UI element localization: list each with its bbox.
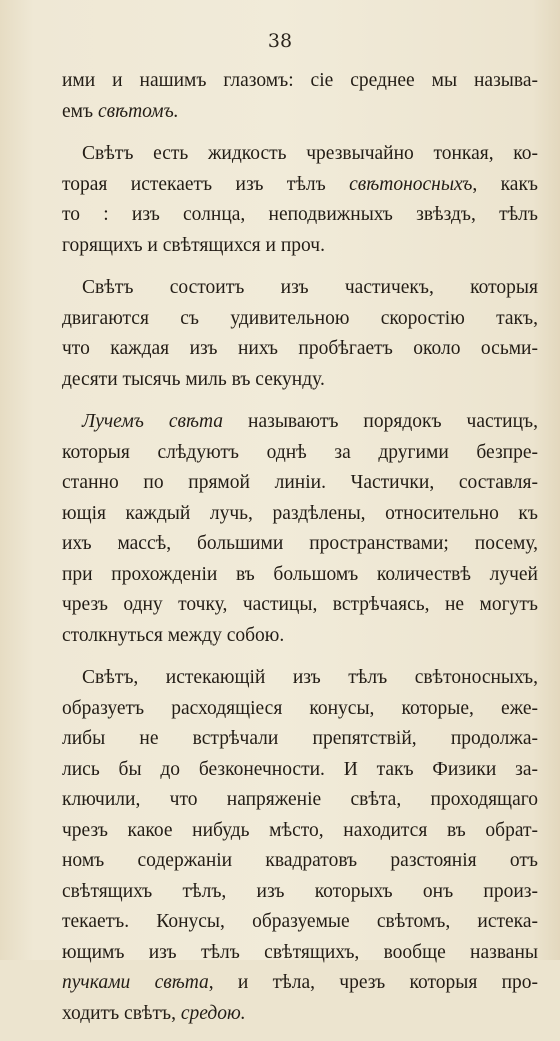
italic-term: Лучемъ свѣта bbox=[82, 411, 224, 432]
text-run: чрезъ какое нибудь мѣсто, находится въ обрат- bbox=[62, 819, 538, 841]
text-run: номъ содержанiи квадратовъ разстоянiя отъ bbox=[62, 850, 538, 871]
text-line bbox=[62, 170, 538, 201]
text-run: называютъ порядокъ частицъ, bbox=[223, 411, 538, 432]
text-run: станно по прямой линiи. Частички, составля- bbox=[62, 472, 538, 493]
text-run: , и тѣла, чрезъ которыя про- bbox=[208, 972, 538, 993]
text-run: емъ bbox=[62, 100, 98, 122]
text-run: торая истекаетъ изъ тѣлъ bbox=[62, 173, 350, 195]
text-line bbox=[62, 468, 538, 499]
text-line bbox=[62, 365, 538, 396]
text-line bbox=[62, 938, 538, 969]
text-run: чрезъ одну точку, частицы, встрѣчаясь, не могутъ bbox=[62, 594, 538, 615]
text-run: что каждая изъ нихъ пробѣгаетъ около осьми- bbox=[62, 338, 538, 359]
text-line bbox=[62, 590, 538, 621]
text-line bbox=[62, 560, 538, 591]
text-run: образуетъ расходящiеся конусы, которые, еже- bbox=[62, 697, 538, 719]
text-line bbox=[62, 999, 538, 1030]
text-run: при прохожденiи въ большомъ количествѣ лучей bbox=[62, 563, 538, 585]
text-run: горящихъ и свѣтящихся и проч. bbox=[62, 234, 325, 256]
text-line bbox=[62, 273, 538, 304]
page-number: 38 bbox=[267, 30, 293, 52]
text-run: лись бы до безконечности. И такъ Физики за- bbox=[62, 758, 538, 780]
text-run: Свѣтъ есть жидкость чрезвычайно тонкая, ко- bbox=[82, 143, 538, 164]
text-line bbox=[62, 438, 538, 469]
text-run: Свѣтъ состоитъ изъ частичекъ, которыя bbox=[82, 277, 538, 298]
text-line bbox=[62, 724, 538, 755]
paragraph bbox=[62, 139, 538, 261]
paragraph bbox=[62, 66, 538, 127]
text-line bbox=[62, 694, 538, 725]
body-text bbox=[62, 66, 538, 1041]
text-run: ходитъ свѣтъ, bbox=[62, 1002, 181, 1024]
text-line bbox=[62, 621, 538, 652]
text-line bbox=[62, 66, 538, 97]
text-run: , какъ bbox=[472, 173, 538, 195]
text-run: которыя слѣдуютъ однѣ за другими безпре- bbox=[62, 441, 538, 463]
text-run: то : изъ солнца, неподвижныхъ звѣздъ, тѣлъ bbox=[62, 204, 538, 225]
text-run: свѣтящихъ тѣлъ, изъ которыхъ онъ произ- bbox=[62, 880, 538, 902]
text-run: текаетъ. Конусы, образуемые свѣтомъ, истека- bbox=[62, 911, 538, 932]
text-run: ющiя каждый лучь, раздѣлены, относительно къ bbox=[62, 502, 538, 524]
paragraph bbox=[62, 407, 538, 651]
text-line bbox=[62, 334, 538, 365]
text-line bbox=[62, 499, 538, 530]
paragraph bbox=[62, 273, 538, 395]
text-run: либы не встрѣчали препятствiй, продолжа- bbox=[62, 728, 538, 749]
text-line bbox=[62, 529, 538, 560]
text-line bbox=[62, 663, 538, 694]
text-line bbox=[62, 816, 538, 847]
text-line bbox=[62, 968, 538, 999]
text-line bbox=[62, 407, 538, 438]
text-line bbox=[62, 907, 538, 938]
text-line bbox=[62, 97, 538, 128]
text-line bbox=[62, 231, 538, 262]
text-line bbox=[62, 139, 538, 170]
italic-term: свѣтоносныхъ bbox=[349, 173, 473, 195]
italic-term: свѣтомъ. bbox=[97, 100, 179, 122]
text-run: ключили, что напряженiе свѣта, проходящаго bbox=[62, 789, 538, 810]
text-line bbox=[62, 304, 538, 335]
paragraph bbox=[62, 663, 538, 1029]
text-line bbox=[62, 846, 538, 877]
text-run: Свѣтъ, истекающiй изъ тѣлъ свѣтоносныхъ, bbox=[82, 667, 538, 688]
text-run: ихъ массѣ, большими пространствами; посему, bbox=[62, 533, 538, 554]
italic-term: пучками свѣта bbox=[62, 972, 209, 993]
italic-term: средою. bbox=[180, 1002, 246, 1024]
text-line bbox=[62, 755, 538, 786]
text-line bbox=[62, 200, 538, 231]
text-run: ющимъ изъ тѣлъ свѣтящихъ, вообще названы bbox=[62, 941, 538, 963]
text-run: столкнуться между собою. bbox=[62, 624, 285, 646]
text-run: двигаются съ удивительною скоростiю такъ, bbox=[62, 307, 538, 329]
text-line bbox=[62, 785, 538, 816]
text-run: ими и нашимъ глазомъ: сiе среднее мы называ- bbox=[62, 70, 538, 91]
text-run: десяти тысячь миль въ секунду. bbox=[62, 368, 325, 390]
text-line bbox=[62, 877, 538, 908]
